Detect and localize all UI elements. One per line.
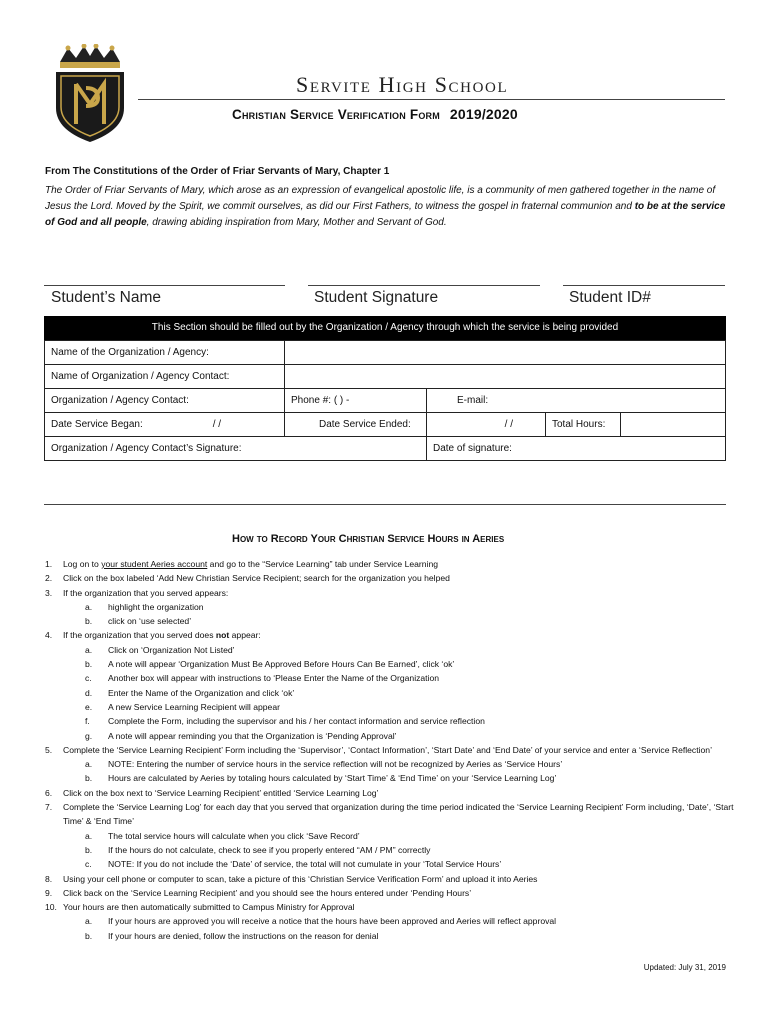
- step-text: Complete the ‘Service Learning Log’ for each day that you served that organization during the time period indicated the ‘Service Learning Recipient’ Form including, ‘Date’, ‘Start Time’ & ‘End Time’: [63, 802, 734, 827]
- sub-step-label: a.: [85, 830, 93, 841]
- date-began-field[interactable]: [45, 413, 285, 437]
- step-number: 4.: [45, 630, 53, 641]
- step-text: Using your cell phone or computer to scan, take a picture of this ‘Christian Service Verification Form’ and upload it into Aeries: [63, 873, 538, 884]
- contact-signature-field[interactable]: Organization / Agency Contact’s Signature:: [45, 437, 427, 461]
- step-text: If the organization that you served does: [63, 630, 216, 641]
- step-text: Your hours are then automatically submitted to Campus Ministry for Approval: [63, 902, 355, 913]
- list-item: [45, 600, 735, 614]
- list-item: [45, 657, 735, 671]
- email-field[interactable]: E-mail:: [427, 389, 726, 413]
- sub-step-text: NOTE: If you do not include the ‘Date’ of service, the total will not cumulate in your ‘Total Service Hours’: [108, 859, 502, 870]
- list-item: [45, 586, 735, 600]
- instructions-list: [45, 557, 735, 943]
- updated-date: Updated: July 31, 2019: [643, 963, 726, 972]
- list-item: [45, 700, 735, 714]
- org-info-table: [44, 340, 726, 461]
- student-signature-line[interactable]: [308, 285, 540, 286]
- constitution-text: [45, 183, 727, 231]
- list-item: [45, 757, 735, 771]
- step-text-bold: not: [215, 630, 230, 641]
- step-number: 6.: [45, 787, 53, 798]
- aeries-account-link[interactable]: your student Aeries account: [101, 559, 208, 569]
- table-row: [45, 389, 726, 413]
- step-number: 3.: [45, 587, 53, 598]
- sub-step-label: a.: [85, 759, 93, 770]
- constitution-text-part1: The Order of Friar Servants of Mary, which arose as an expression of evangelical apostolic life, is a community of men gathered together in the name of Jesus the Lord. Moved by the Spirit, we commit ourselves, as did our First Fathers, to witness the gospel in fraternal communion and: [45, 185, 716, 212]
- date-began-slashes: / /: [212, 419, 222, 430]
- date-ended-field[interactable]: / /: [427, 413, 546, 437]
- step-text: Click back on the ‘Service Learning Recipient’ and you should see the hours entered under ‘Pending Hours’: [63, 887, 472, 898]
- student-id-label: Student ID#: [569, 289, 651, 306]
- org-name-field[interactable]: [285, 341, 726, 365]
- table-row: [45, 437, 726, 461]
- sub-step-text: If the hours do not calculate, check to see if you properly entered “AM / PM” correctly: [108, 844, 431, 855]
- sub-step-text: Hours are calculated by Aeries by totaling hours calculated by ‘Start Time’ & ‘End Time’ on your ‘Service Learning Log’: [108, 773, 557, 784]
- list-item: [45, 643, 735, 657]
- sub-step-label: a.: [85, 601, 93, 612]
- org-section-banner: This Section should be filled out by the Organization / Agency through which the service is being provided: [44, 316, 726, 340]
- step-text: and go to the “Service Learning” tab under Service Learning: [207, 559, 439, 569]
- list-item: [45, 771, 735, 785]
- sub-step-label: c.: [85, 673, 92, 684]
- list-item: [45, 714, 735, 728]
- list-item: [45, 557, 735, 571]
- list-item: [45, 729, 735, 743]
- sub-step-text: A note will appear ‘Organization Must Be Approved Before Hours Can Be Earned’, click ‘ok’: [108, 659, 455, 670]
- step-number: 7.: [45, 802, 53, 813]
- step-text: Click on the box next to ‘Service Learning Recipient’ entitled ‘Service Learning Log’: [63, 787, 379, 798]
- table-row: [45, 341, 726, 365]
- sub-step-label: b.: [85, 616, 93, 627]
- phone-field[interactable]: Phone #: ( ) -: [285, 389, 427, 413]
- contact-name-label: Name of Organization / Agency Contact:: [45, 365, 285, 389]
- step-number: 8.: [45, 873, 53, 884]
- sub-step-text: Click on ‘Organization Not Listed’: [108, 644, 235, 655]
- sub-step-label: f.: [85, 716, 90, 727]
- sub-step-label: a.: [85, 916, 93, 927]
- student-id-line[interactable]: [563, 285, 725, 286]
- list-item: [45, 829, 735, 843]
- table-row: [45, 413, 726, 437]
- form-title: [232, 106, 518, 122]
- sub-step-label: g.: [85, 730, 93, 741]
- list-item: [45, 843, 735, 857]
- school-name: Servite High School: [296, 72, 509, 97]
- contact-label: Organization / Agency Contact:: [45, 389, 285, 413]
- sub-step-label: a.: [85, 644, 93, 655]
- step-number: 5.: [45, 744, 53, 755]
- sub-step-text: Another box will appear with instructions to ‘Please Enter the Name of the Organization: [108, 673, 440, 684]
- sub-step-label: b.: [85, 659, 93, 670]
- total-hours-label: Total Hours:: [546, 413, 621, 437]
- constitution-text-part2: , drawing abiding inspiration from Mary, Mother and Servant of God.: [146, 217, 447, 228]
- student-name-label: Student’s Name: [51, 289, 161, 306]
- sub-step-label: b.: [85, 773, 93, 784]
- header-divider: [138, 99, 725, 100]
- date-of-signature-field[interactable]: Date of signature:: [427, 437, 726, 461]
- sub-step-text: click on ‘use selected’: [108, 616, 192, 627]
- org-name-label: Name of the Organization / Agency:: [45, 341, 285, 365]
- list-item: [45, 872, 735, 886]
- list-item: [45, 800, 735, 829]
- sub-step-text: A new Service Learning Recipient will appear: [108, 701, 280, 712]
- sub-step-label: d.: [85, 687, 93, 698]
- step-text: If the organization that you served appears:: [63, 587, 229, 598]
- constitution-title: From The Constitutions of the Order of Friar Servants of Mary, Chapter 1: [45, 166, 390, 177]
- list-item: [45, 628, 735, 642]
- list-item: [45, 857, 735, 871]
- sub-step-label: b.: [85, 930, 93, 941]
- instructions-title: How to Record Your Christian Service Hours in Aeries: [232, 533, 505, 545]
- list-item: [45, 786, 735, 800]
- student-name-line[interactable]: [44, 285, 285, 286]
- list-item: [45, 671, 735, 685]
- list-item: [45, 686, 735, 700]
- step-text: Log on to: [63, 559, 102, 569]
- sub-step-text: Complete the Form, including the supervisor and his / her contact information and service reflection: [108, 716, 485, 727]
- step-text: Click on the box labeled ‘Add New Christian Service Recipient; search for the organization you helped: [63, 573, 450, 584]
- table-row: [45, 365, 726, 389]
- step-number: 2.: [45, 573, 53, 584]
- sub-step-text: If your hours are approved you will receive a notice that the hours have been approved and Aeries will reflect approval: [108, 916, 557, 927]
- sub-step-text: Enter the Name of the Organization and click ‘ok’: [108, 687, 295, 698]
- form-year: 2019/2020: [449, 106, 518, 122]
- date-began-label: Date Service Began:: [51, 419, 143, 430]
- section-divider: [44, 504, 726, 505]
- step-number: 10.: [45, 902, 57, 913]
- sub-step-label: c.: [85, 859, 92, 870]
- list-item: [45, 886, 735, 900]
- sub-step-text: highlight the organization: [108, 601, 204, 612]
- list-item: [45, 900, 735, 914]
- school-crest-logo: [52, 44, 128, 144]
- form-title-text: Christian Service Verification Form: [232, 107, 440, 122]
- list-item: [45, 614, 735, 628]
- contact-name-field[interactable]: [285, 365, 726, 389]
- sub-step-text: If your hours are denied, follow the instructions on the reason for denial: [108, 930, 379, 941]
- step-number: 9.: [45, 887, 53, 898]
- step-number: 1.: [45, 559, 53, 569]
- sub-step-text: A note will appear reminding you that the Organization is ‘Pending Approval’: [108, 730, 397, 741]
- list-item: [45, 929, 735, 943]
- student-signature-label: Student Signature: [314, 289, 439, 306]
- sub-step-label: b.: [85, 844, 93, 855]
- list-item: [45, 914, 735, 928]
- total-hours-field[interactable]: [621, 413, 726, 437]
- sub-step-text: NOTE: Entering the number of service hours in the service reflection will not be recognized by Aeries as ‘Service Hours’: [108, 759, 563, 770]
- constitution-text-bold: to be at the service of God and all people: [45, 201, 726, 228]
- step-text: appear:: [229, 630, 261, 641]
- sub-step-label: e.: [85, 701, 93, 712]
- date-ended-label: Date Service Ended:: [285, 413, 427, 437]
- list-item: [45, 743, 735, 757]
- step-text: Complete the ‘Service Learning Recipient’ Form including the ‘Supervisor’, ‘Contact Information’, ‘Start Date’ and ‘End Date’ of your service and enter a ‘Service Reflection’: [63, 744, 712, 755]
- list-item: [45, 571, 735, 585]
- sub-step-text: The total service hours will calculate when you click ‘Save Record’: [108, 830, 360, 841]
